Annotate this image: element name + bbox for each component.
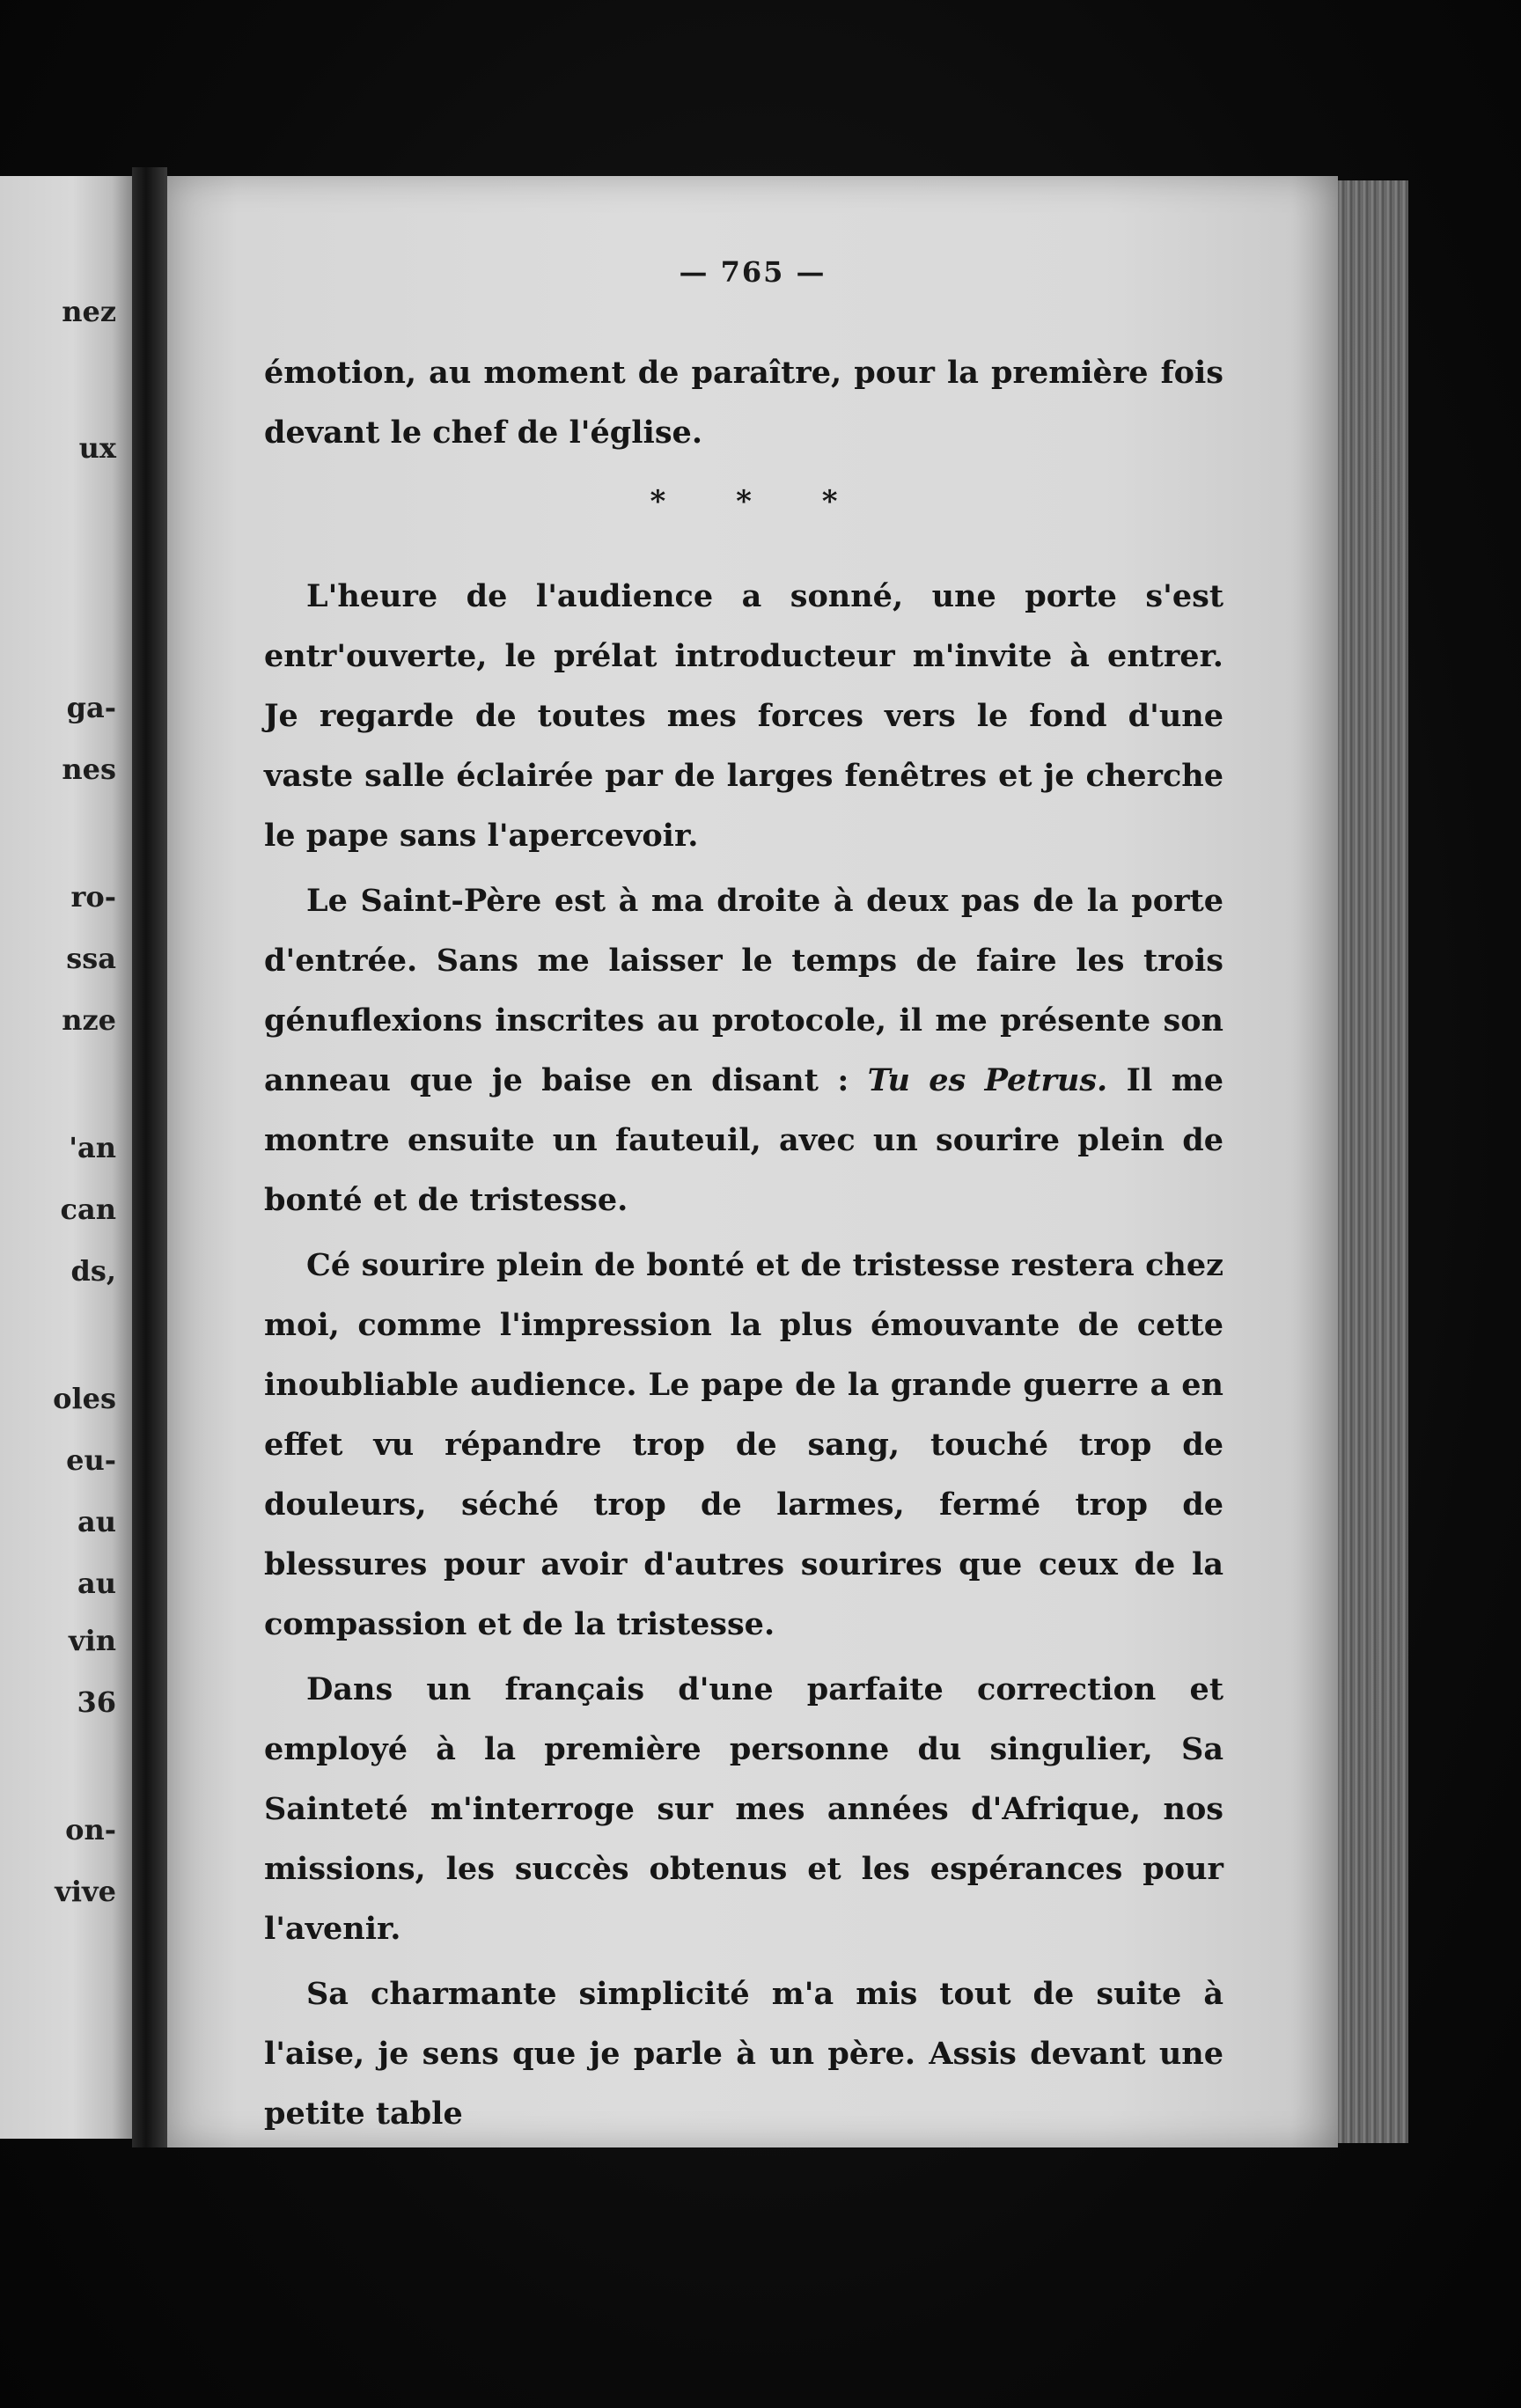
- left-fragment: can: [60, 1193, 116, 1226]
- section-ornament: * * *: [650, 484, 868, 519]
- book-gutter: [132, 167, 167, 2147]
- page-number: — 765 —: [679, 255, 827, 289]
- left-fragment: ux: [78, 431, 116, 465]
- left-fragment: ds,: [70, 1254, 116, 1288]
- left-fragment: on-: [65, 1813, 116, 1846]
- left-fragment: vin: [68, 1624, 116, 1657]
- left-fragment: 'an: [69, 1131, 116, 1164]
- left-fragment: ro-: [70, 880, 116, 914]
- left-facing-page: [0, 176, 132, 2139]
- paragraph-text: Le Saint-Père est à ma droite à deux pas de la porte d'entrée. Sans me laisser le temps de faire les trois génuflexions inscrites au protocole, il me présente son anneau que je baise en disant :: [264, 883, 1223, 1098]
- left-fragment: nez: [62, 295, 116, 328]
- left-fragment: ssa: [66, 942, 116, 975]
- left-fragment: au: [77, 1505, 116, 1538]
- book-page: [167, 176, 1338, 2147]
- left-fragment: vive: [55, 1875, 116, 1908]
- left-fragment: 36: [77, 1685, 116, 1719]
- left-fragment: ga-: [66, 691, 116, 724]
- left-fragment: oles: [53, 1382, 116, 1415]
- paragraph: Cé sourire plein de bonté et de tristesse restera chez moi, comme l'impression la plus émouvante de cette inoubliable audience. Le pape de la grande guerre a en effet vu répandre trop de sang, touché trop de douleurs, séché trop de larmes, fermé trop de blessures pour avoir d'autres sourires que ceux de la compassion et de la tristesse.: [264, 1247, 1223, 1642]
- left-fragment: nes: [62, 752, 116, 786]
- paragraph: émotion, au moment de paraître, pour la première fois devant le chef de l'église.: [264, 355, 1223, 451]
- paragraph: Sa charmante simplicité m'a mis tout de suite à l'aise, je sens que je parle à un père. Assis devant une petite table: [264, 1976, 1223, 2132]
- left-fragment: nze: [62, 1003, 116, 1037]
- page-edges: [1338, 180, 1408, 2143]
- left-fragment: eu-: [66, 1443, 116, 1477]
- paragraph: Dans un français d'une parfaite correction et employé à la première personne du singulier, Sa Sainteté m'interroge sur mes années d'Afrique, nos missions, les succès obtenus et les espérances pour l'avenir.: [264, 1671, 1223, 1947]
- paragraph: [264, 871, 1223, 1230]
- page-body: [264, 343, 1223, 2149]
- paragraph: L'heure de l'audience a sonné, une porte s'est entr'ouverte, le prélat introducteur m'invite à entrer. Je regarde de toutes mes forces vers le fond d'une vaste salle éclairée par de larges fenêtres et je cherche le pape sans l'apercevoir.: [264, 578, 1223, 854]
- latin-quote: Tu es Petrus.: [867, 1062, 1108, 1098]
- paragraph-text: Il me montre ensuite un fauteuil, avec un sourire plein de bonté et de tristesse.: [264, 1062, 1223, 1218]
- left-fragment: au: [77, 1567, 116, 1600]
